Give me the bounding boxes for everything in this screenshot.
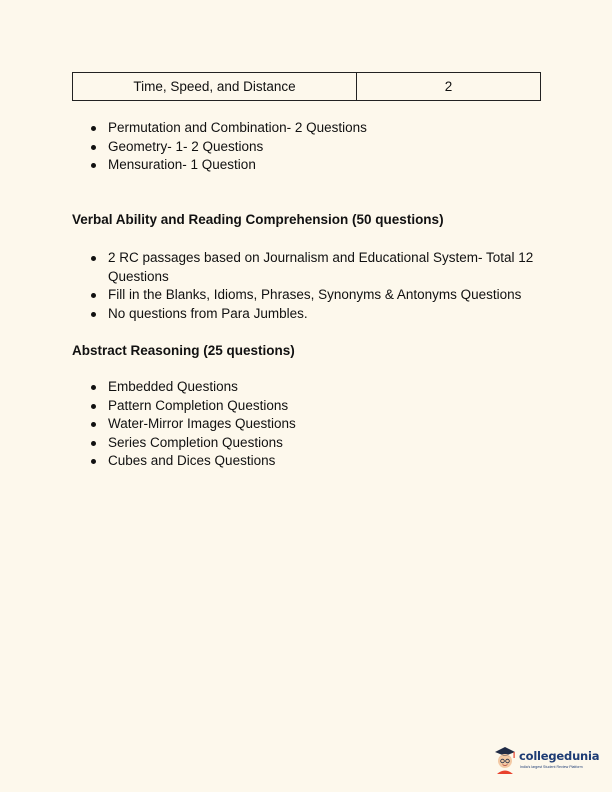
list-item: Pattern Completion Questions [72,397,552,416]
list-item: 2 RC passages based on Journalism and Educational System- Total 12 Questions [72,249,552,286]
list-item: Series Completion Questions [72,434,552,453]
list-item: Embedded Questions [72,378,552,397]
list-item: Fill in the Blanks, Idioms, Phrases, Synonyms & Antonyms Questions [72,286,552,305]
list-item: No questions from Para Jumbles. [72,305,552,324]
quant-topic-list [72,119,552,175]
topic-table [72,72,541,101]
list-item: Permutation and Combination- 2 Questions [72,119,552,138]
verbal-section-heading: Verbal Ability and Reading Comprehension (50 questions) [72,212,444,227]
mascot-icon [492,743,518,775]
list-item: Geometry- 1- 2 Questions [72,138,552,157]
abstract-section-heading: Abstract Reasoning (25 questions) [72,343,295,358]
verbal-topic-list [72,249,552,323]
abstract-topic-list [72,378,552,471]
table-cell-topic: Time, Speed, and Distance [73,73,357,101]
list-item: Water-Mirror Images Questions [72,415,552,434]
collegedunia-logo [492,743,602,777]
list-item: Mensuration- 1 Question [72,156,552,175]
logo-tagline: India's largest Student Review Platform [520,765,583,769]
table-cell-count: 2 [357,73,541,101]
list-item: Cubes and Dices Questions [72,452,552,471]
table-row [73,73,541,101]
logo-brand-text: collegedunia [519,749,600,763]
